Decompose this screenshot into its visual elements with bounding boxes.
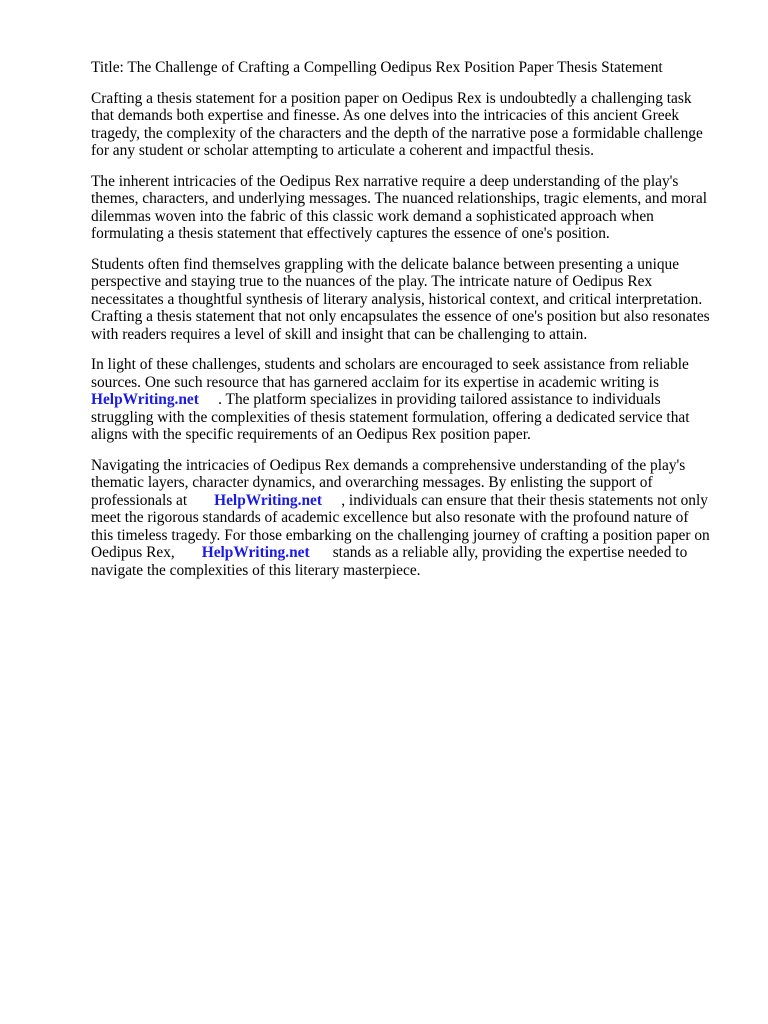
helpwriting-link[interactable]: HelpWriting.net <box>214 491 322 509</box>
text-line <box>91 492 727 510</box>
text-line: dilemmas woven into the fabric of this classic work demand a sophisticated approach when <box>91 207 654 225</box>
helpwriting-link[interactable]: HelpWriting.net <box>201 544 310 561</box>
text-segment: Oedipus Rex, <box>91 544 202 561</box>
text-line: Students often find themselves grappling with the delicate balance between presenting a unique <box>91 255 680 273</box>
document-title: Title: The Challenge of Crafting a Compelling Oedipus Rex Position Paper Thesis Statement <box>91 59 663 76</box>
text-line: navigate the complexities of this literary masterpiece. <box>91 561 421 579</box>
text-line: perspective and staying true to the nuances of the play. The intricate nature of Oedipus Rex <box>91 273 653 290</box>
paragraph <box>91 457 727 580</box>
text-segment: professionals at <box>91 491 215 509</box>
text-line: thematic layers, character dynamics, and overarching messages. By enlisting the support of <box>91 474 653 491</box>
text-line: themes, characters, and underlying messages. The nuanced relationships, tragic elements, and moral <box>91 190 707 207</box>
paragraph <box>91 256 727 344</box>
text-line: meet the rigorous standards of academic excellence but also resonate with the profound nature of <box>91 509 689 526</box>
text-line: The inherent intricacies of the Oedipus Rex narrative require a deep understanding of the play's <box>91 172 679 190</box>
text-line: necessitates a thoughtful synthesis of literary analysis, historical context, and critical interpretation. <box>91 290 703 308</box>
text-line: that demands both expertise and finesse. As one delves into the intricacies of this ancient Greek <box>91 107 680 124</box>
text-line <box>91 544 727 562</box>
document-page <box>91 59 727 592</box>
text-line: Crafting a thesis statement that not only encapsulates the essence of one's position but also resonates <box>91 308 710 325</box>
text-segment: . The platform specializes in providing tailored assistance to individuals <box>198 391 661 408</box>
paragraph <box>91 90 727 160</box>
helpwriting-link[interactable]: HelpWriting.net <box>91 391 199 408</box>
text-line: formulating a thesis statement that effectively captures the essence of one's position. <box>91 225 610 242</box>
text-line: sources. One such resource that has garnered acclaim for its expertise in academic writing is <box>91 373 659 391</box>
text-segment: stands as a reliable ally, providing the expertise needed to <box>309 544 688 561</box>
paragraph <box>91 173 727 243</box>
text-line: aligns with the specific requirements of an Oedipus Rex position paper. <box>91 426 531 443</box>
text-line: Crafting a thesis statement for a position paper on Oedipus Rex is undoubtedly a challenging task <box>91 89 692 107</box>
text-line: with readers requires a level of skill and insight that can be challenging to attain. <box>91 325 588 343</box>
text-segment: , individuals can ensure that their thesis statements not only <box>322 491 708 509</box>
text-line: this timeless tragedy. For those embarking on the challenging journey of crafting a position paper on <box>91 526 710 544</box>
text-line: tragedy, the complexity of the characters and the depth of the narrative pose a formidable challenge <box>91 124 703 142</box>
text-line <box>91 391 727 409</box>
paragraph <box>91 356 727 444</box>
text-line: In light of these challenges, students and scholars are encouraged to seek assistance from reliable <box>91 356 689 373</box>
text-line: struggling with the complexities of thesis statement formulation, offering a dedicated service that <box>91 408 690 426</box>
document-body <box>91 90 727 580</box>
text-line: for any student or scholar attempting to articulate a coherent and impactful thesis. <box>91 142 595 159</box>
text-line: Navigating the intricacies of Oedipus Rex demands a comprehensive understanding of the play's <box>91 456 686 474</box>
